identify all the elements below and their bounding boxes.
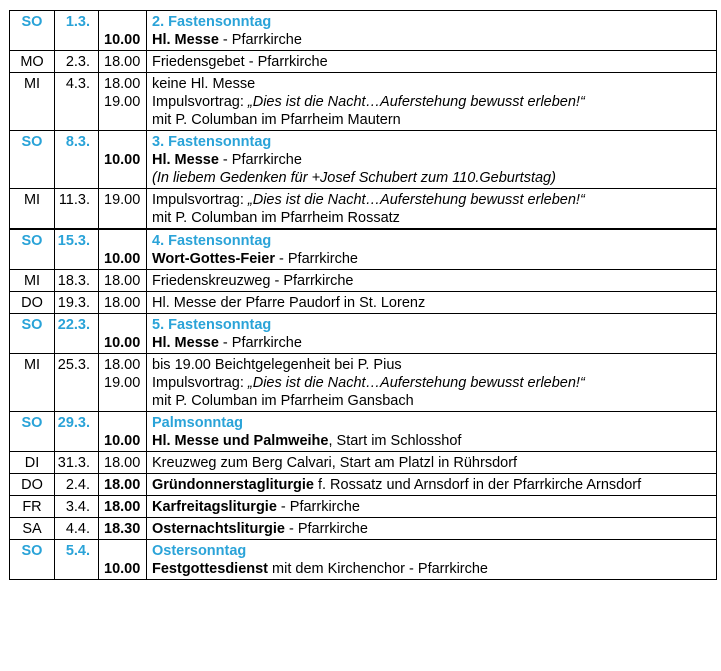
time-value: 10.00	[104, 152, 141, 168]
date-cell: 2.4.	[55, 474, 99, 496]
schedule-row	[10, 51, 717, 73]
schedule-body	[10, 11, 717, 580]
description-cell	[147, 412, 717, 452]
event-detail: - Pfarrkirche	[218, 32, 302, 48]
schedule-row	[10, 518, 717, 540]
time-value: 18.00	[104, 76, 141, 92]
time-cell	[99, 518, 147, 540]
event-detail: mit P. Columban im Pfarrheim Mautern	[152, 112, 401, 128]
description-line	[152, 191, 716, 209]
event-detail: Impulsvortrag:	[152, 192, 248, 208]
description-line	[152, 75, 716, 93]
description-line	[152, 432, 716, 450]
date-cell: 1.3.	[55, 11, 99, 51]
description-cell	[147, 51, 717, 73]
date-cell: 4.4.	[55, 518, 99, 540]
time-value: 18.00	[104, 499, 141, 515]
event-quote: „Dies ist die Nacht…Auferstehung bewusst erleben!“	[247, 375, 585, 391]
event-detail: Friedensgebet - Pfarrkirche	[152, 54, 328, 70]
time-value: 18.00	[104, 295, 141, 311]
time-value: 10.00	[104, 335, 141, 351]
description-line	[152, 334, 716, 352]
schedule-row	[10, 452, 717, 474]
description-line	[152, 272, 716, 290]
description-line	[152, 111, 716, 129]
description-cell	[147, 229, 717, 270]
event-detail: Hl. Messe der Pfarre Paudorf in St. Lorenz	[152, 295, 426, 311]
date-cell: 3.4.	[55, 496, 99, 518]
description-line	[152, 250, 716, 268]
time-value: 10.00	[104, 251, 141, 267]
event-detail: - Pfarrkirche	[218, 335, 302, 351]
time-value	[104, 133, 146, 151]
description-cell	[147, 11, 717, 51]
description-line	[152, 374, 716, 392]
description-cell	[147, 73, 717, 131]
time-cell	[99, 354, 147, 412]
date-cell: 4.3.	[55, 73, 99, 131]
schedule-row	[10, 314, 717, 354]
time-cell	[99, 51, 147, 73]
time-cell	[99, 496, 147, 518]
day-cell: SO	[10, 540, 55, 580]
event-quote: „Dies ist die Nacht…Auferstehung bewusst erleben!“	[247, 192, 585, 208]
event-detail: mit P. Columban im Pfarrheim Rossatz	[152, 210, 400, 226]
time-value: 18.00	[104, 54, 141, 70]
time-cell	[99, 73, 147, 131]
time-value: 18.00	[104, 273, 141, 289]
schedule-row	[10, 474, 717, 496]
event-detail: mit P. Columban im Pfarrheim Gansbach	[152, 393, 414, 409]
description-line	[152, 498, 716, 516]
event-detail: - Pfarrkirche	[284, 521, 368, 537]
time-value: 10.00	[104, 561, 141, 577]
date-cell: 25.3.	[55, 354, 99, 412]
schedule-row	[10, 131, 717, 189]
description-cell	[147, 131, 717, 189]
time-value	[104, 316, 146, 334]
day-cell: SO	[10, 11, 55, 51]
date-cell: 18.3.	[55, 270, 99, 292]
event-detail: Impulsvortrag:	[152, 94, 248, 110]
time-cell	[99, 131, 147, 189]
time-cell	[99, 412, 147, 452]
description-cell	[147, 354, 717, 412]
time-value: 19.00	[104, 375, 141, 391]
day-cell: MI	[10, 73, 55, 131]
event-title: Festgottesdienst	[152, 561, 269, 577]
event-title: Hl. Messe	[152, 335, 219, 351]
date-cell: 31.3.	[55, 452, 99, 474]
description-cell	[147, 474, 717, 496]
description-line	[152, 520, 716, 538]
time-cell	[99, 270, 147, 292]
event-quote: „Dies ist die Nacht…Auferstehung bewusst erleben!“	[247, 94, 585, 110]
time-cell	[99, 292, 147, 314]
date-cell: 29.3.	[55, 412, 99, 452]
event-detail: f. Rossatz und Arnsdorf in der Pfarrkirche Arnsdorf	[313, 477, 642, 493]
feast-title: 2. Fastensonntag	[152, 14, 272, 30]
description-cell	[147, 452, 717, 474]
time-value	[104, 13, 146, 31]
date-cell: 11.3.	[55, 189, 99, 230]
event-title: Hl. Messe	[152, 152, 219, 168]
event-detail: bis 19.00 Beichtgelegenheit bei P. Pius	[152, 357, 402, 373]
description-cell	[147, 496, 717, 518]
schedule-row	[10, 354, 717, 412]
schedule-row	[10, 270, 717, 292]
feast-title: 3. Fastensonntag	[152, 134, 272, 150]
event-detail: mit dem Kirchenchor - Pfarrkirche	[268, 561, 488, 577]
schedule-table	[9, 10, 717, 580]
time-cell	[99, 229, 147, 270]
description-line	[152, 454, 716, 472]
time-value: 10.00	[104, 433, 141, 449]
event-detail: Friedenskreuzweg - Pfarrkirche	[152, 273, 354, 289]
description-line	[152, 476, 716, 494]
event-title: Osternachtsliturgie	[152, 521, 285, 537]
day-cell: SO	[10, 412, 55, 452]
schedule-row	[10, 540, 717, 580]
event-title: Karfreitagsliturgie	[152, 499, 277, 515]
schedule-row	[10, 229, 717, 270]
time-cell	[99, 189, 147, 230]
description-cell	[147, 518, 717, 540]
time-value	[104, 232, 146, 250]
time-value	[104, 542, 146, 560]
event-title: Hl. Messe	[152, 32, 219, 48]
time-value: 18.30	[104, 521, 141, 537]
time-value: 10.00	[104, 32, 141, 48]
feast-title: 4. Fastensonntag	[152, 233, 272, 249]
description-line	[152, 294, 716, 312]
time-value: 19.00	[104, 192, 141, 208]
schedule-row	[10, 412, 717, 452]
day-cell: MI	[10, 270, 55, 292]
time-cell	[99, 474, 147, 496]
event-quote: (In liebem Gedenken für +Josef Schubert zum 110.Geburtstag)	[152, 170, 556, 186]
day-cell: MI	[10, 354, 55, 412]
date-cell: 2.3.	[55, 51, 99, 73]
date-cell: 8.3.	[55, 131, 99, 189]
description-cell	[147, 314, 717, 354]
description-line	[152, 209, 716, 227]
description-cell	[147, 189, 717, 230]
date-cell: 22.3.	[55, 314, 99, 354]
description-line	[152, 356, 716, 374]
description-line	[152, 560, 716, 578]
event-detail: Kreuzweg zum Berg Calvari, Start am Platzl in Rührsdorf	[152, 455, 518, 471]
schedule-row	[10, 189, 717, 230]
day-cell: MO	[10, 51, 55, 73]
date-cell: 15.3.	[55, 229, 99, 270]
date-cell: 5.4.	[55, 540, 99, 580]
day-cell: FR	[10, 496, 55, 518]
event-detail: Impulsvortrag:	[152, 375, 248, 391]
time-cell	[99, 452, 147, 474]
description-line	[152, 151, 716, 169]
day-cell: DI	[10, 452, 55, 474]
feast-title: Ostersonntag	[152, 543, 247, 559]
day-cell: DO	[10, 292, 55, 314]
day-cell: SO	[10, 131, 55, 189]
event-title: Wort-Gottes-Feier	[152, 251, 275, 267]
time-cell	[99, 314, 147, 354]
description-line	[152, 392, 716, 410]
day-cell: SO	[10, 314, 55, 354]
description-cell	[147, 540, 717, 580]
date-cell: 19.3.	[55, 292, 99, 314]
description-line	[152, 169, 716, 187]
day-cell: DO	[10, 474, 55, 496]
time-value: 18.00	[104, 477, 141, 493]
time-cell	[99, 540, 147, 580]
feast-title: 5. Fastensonntag	[152, 317, 272, 333]
description-line	[152, 53, 716, 71]
event-detail: , Start im Schlosshof	[328, 433, 462, 449]
time-value: 18.00	[104, 357, 141, 373]
description-cell	[147, 270, 717, 292]
schedule-row	[10, 292, 717, 314]
schedule-row	[10, 496, 717, 518]
event-detail: keine Hl. Messe	[152, 76, 256, 92]
time-value: 19.00	[104, 94, 141, 110]
schedule-row	[10, 73, 717, 131]
description-line	[152, 93, 716, 111]
event-detail: - Pfarrkirche	[218, 152, 302, 168]
description-line	[152, 31, 716, 49]
description-cell	[147, 292, 717, 314]
feast-title: Palmsonntag	[152, 415, 244, 431]
day-cell: SA	[10, 518, 55, 540]
event-title: Gründonnerstagliturgie	[152, 477, 314, 493]
day-cell: MI	[10, 189, 55, 230]
time-value	[104, 414, 146, 432]
event-detail: - Pfarrkirche	[275, 251, 358, 267]
time-value: 18.00	[104, 455, 141, 471]
schedule-row	[10, 11, 717, 51]
event-title: Hl. Messe und Palmweihe	[152, 433, 329, 449]
time-cell	[99, 11, 147, 51]
day-cell: SO	[10, 229, 55, 270]
event-detail: - Pfarrkirche	[276, 499, 360, 515]
